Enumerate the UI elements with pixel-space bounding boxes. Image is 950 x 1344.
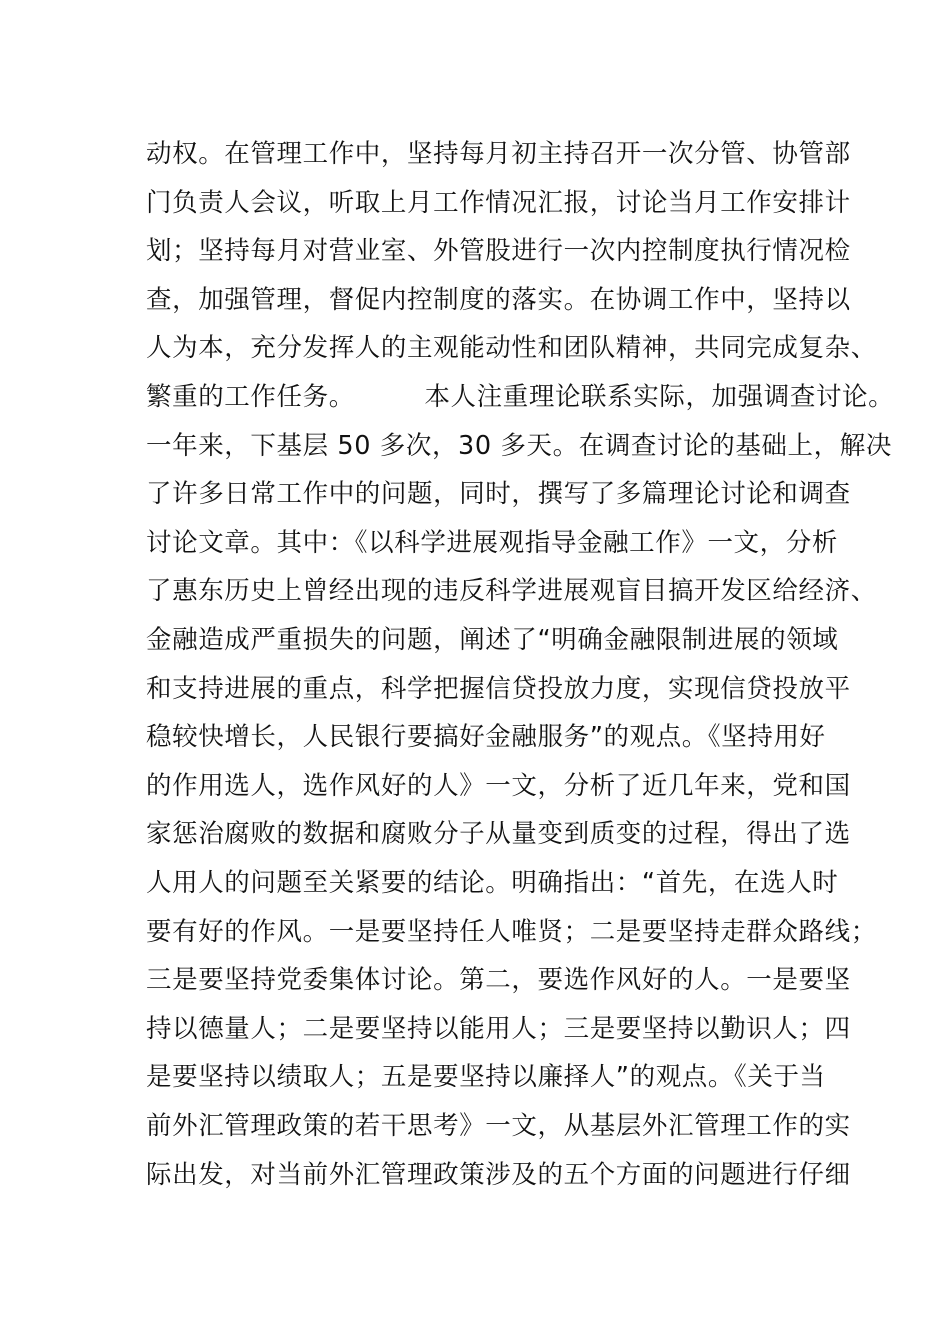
text-line: 一年来，下基层 50 多次，30 多天。在调查讨论的基础上，解决 [146, 430, 892, 461]
text-line: 了惠东历史上曾经出现的违反科学进展观盲目搞开发区给经济、 [146, 576, 877, 607]
text-line: 的作用选人，选作风好的人》一文，分析了近几年来，党和国 [146, 770, 851, 801]
text-line: 持以德量人；二是要坚持以能用人；三是要坚持以勤识人；四 [146, 1013, 851, 1044]
text-line: 动权。在管理工作中，坚持每月初主持召开一次分管、协管部 [146, 139, 851, 169]
text-line: 稳较快增长，人民银行要搞好金融服务”的观点。《坚持用好 [146, 722, 826, 753]
text-line: 三是要坚持党委集体讨论。第二，要选作风好的人。一是要坚 [146, 965, 851, 996]
text-line: 人用人的问题至关紧要的结论。明确指出：“首先，在选人时 [146, 868, 839, 898]
text-line: 人为本，充分发挥人的主观能动性和团队精神，共同完成复杂、 [146, 333, 877, 364]
text-line: 金融造成严重损失的问题，阐述了“明确金融限制进展的领域 [146, 625, 839, 655]
text-line: 要有好的作风。一是要坚持任人唯贤；二是要坚持走群众路线； [146, 916, 877, 947]
text-line: 划；坚持每月对营业室、外管股进行一次内控制度执行情况检 [146, 236, 851, 267]
text-line: 门负责人会议，听取上月工作情况汇报，讨论当月工作安排计 [146, 187, 851, 218]
text-line: 家惩治腐败的数据和腐败分子从量变到质变的过程，得出了选 [146, 819, 851, 850]
text-line: 查，加强管理，督促内控制度的落实。在协调工作中，坚持以 [146, 284, 851, 315]
text-line: 和支持进展的重点，科学把握信贷投放力度，实现信贷投放平 [146, 673, 851, 704]
text-line: 是要坚持以绩取人；五是要坚持以廉择人”的观点。《关于当 [146, 1062, 826, 1093]
text-line: 前外汇管理政策的若干思考》一文，从基层外汇管理工作的实 [146, 1111, 851, 1141]
text-line: 繁重的工作任务。 本人注重理论联系实际，加强调查讨论。 [146, 382, 895, 412]
text-line: 际出发，对当前外汇管理政策涉及的五个方面的问题进行仔细 [146, 1159, 851, 1190]
text-line: 讨论文章。其中：《以科学进展观指导金融工作》一文，分析 [146, 527, 838, 558]
text-line: 了许多日常工作中的问题，同时，撰写了多篇理论讨论和调查 [146, 479, 851, 510]
